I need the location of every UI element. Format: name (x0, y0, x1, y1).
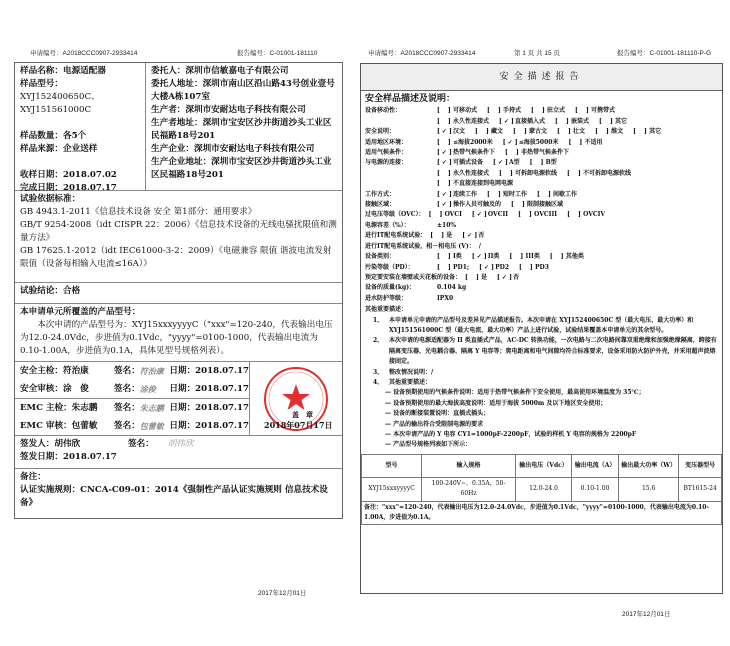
empty-box-icon: [ ] (567, 169, 581, 177)
checkbox-option (487, 106, 521, 116)
checkbox-option (530, 158, 557, 168)
signature-section (15, 362, 342, 436)
checkbox-option (633, 127, 661, 137)
empty-box-icon: [ ] (513, 128, 527, 136)
page-title: 安全描述报告 (361, 64, 722, 91)
checked-box-icon: [ ✓ ] (471, 211, 487, 219)
checkbox-option (567, 169, 631, 179)
checked-box-icon: [ ✓ ] (437, 128, 452, 136)
checked-box-icon: [ ✓ ] (437, 190, 452, 198)
checklist-row (361, 106, 722, 116)
option-label: 限制接触区域 (527, 201, 564, 209)
client: 委托人：深圳市信敏嘉电子有限公司 (151, 66, 289, 76)
option-label: 永久性连接式 (453, 169, 490, 177)
checklist-row (361, 169, 722, 179)
checklist-label: 进水防护等级： (365, 294, 408, 302)
dash-list (365, 388, 718, 450)
table-header: 型号 (362, 454, 422, 477)
client-address: 委托人地址：深圳市南山区沿山路43号创业壹号大楼A栋107室 (151, 79, 335, 102)
note-text: 本次申请的电源适配器为 II 类直插式产品，AC-DC 转换功能，一次电路与二次电路间靠双重绝缘和加强绝缘隔离，跨接有隔离变压器、光电耦合器、隔离 Y 电容等；爬电距离和电气间隙均符合标准要求，设备采用防火防护外壳，并采用超声波熔接固定。 (389, 337, 717, 366)
checklist-row (361, 127, 722, 137)
checkbox-option (599, 117, 627, 127)
dash-item: — 产品型号规格列表如下所示： (385, 441, 472, 449)
checklist-row (361, 148, 722, 158)
checkbox-option (437, 106, 477, 116)
issuer-signature: 胡伟欣 (167, 439, 194, 449)
table-header: 输入规格 (422, 454, 516, 477)
issue-date: 签发日期：2018.07.17 (20, 452, 117, 462)
empty-box-icon: [ ] (557, 128, 571, 136)
checklist-row (361, 231, 722, 241)
remarks-title: 备注： (20, 472, 46, 482)
checked-box-icon: [ ✓ ] (471, 253, 487, 261)
checkbox-option (555, 117, 589, 127)
checkbox-option (531, 106, 565, 116)
empty-box-icon: [ ] (430, 232, 445, 240)
notes-list (365, 316, 718, 389)
note-number: 4、 (373, 378, 384, 386)
checkbox-option (429, 210, 462, 220)
empty-box-icon: [ ] (568, 138, 583, 146)
empty-box-icon: [ ] (487, 190, 501, 198)
note-number: 2、 (373, 337, 384, 345)
checkbox-option (499, 117, 545, 127)
checkbox-option (557, 127, 585, 137)
checklist-label: 适用地区环境： (365, 138, 408, 146)
checkbox-option (499, 169, 557, 179)
option-label: 间歇工作 (553, 190, 578, 198)
footer-date: 2017年12月01日 (258, 590, 307, 597)
option-label: ≤海拔5000米 (518, 138, 559, 146)
checkbox-option (472, 210, 508, 220)
standards-section (15, 191, 342, 283)
checklist-row (361, 283, 722, 293)
factory-address: 生产企业地址：深圳市宝安区沙井街道沙头工业区民福路18号201 (151, 157, 332, 180)
dash-item: — 设备预期使用的最大海拔高度说明：适用于海拔 5000m 及以下地区安全使用； (385, 399, 607, 407)
empty-box-icon: [ ] (437, 138, 451, 146)
empty-box-icon: [ ] (575, 107, 589, 115)
option-label: I类 (453, 253, 462, 261)
manufacturer: 生产者：深圳市安耐达电子科技有限公司 (151, 105, 306, 115)
table-cell: 15.6 (619, 477, 679, 501)
option-label: 维文 (611, 128, 624, 136)
checklist-value: ±10% (437, 221, 457, 229)
page-number: 第 1 页 共 15 页 (514, 50, 560, 57)
checked-box-icon: [ ✓ ] (437, 159, 452, 167)
checkbox-option (487, 190, 527, 200)
checkbox-option (519, 263, 549, 273)
checklist-label: 接触区域： (365, 201, 396, 209)
option-label: OVCII (487, 211, 509, 219)
sample-info-section (15, 63, 342, 191)
option-label: ≤海拔2000米 (453, 138, 493, 146)
checked-box-icon: [ ✓ ] (437, 201, 452, 209)
option-label: OVCIV (583, 211, 606, 219)
checklist-label (365, 117, 437, 127)
empty-box-icon: [ ] (519, 263, 533, 271)
option-label: 非热带气候条件下 (521, 149, 570, 157)
option-label: 直接插入式 (515, 117, 546, 125)
empty-box-icon: [ ] (465, 273, 479, 281)
empty-box-icon: [ ] (549, 253, 564, 261)
handwritten-signature: 包蕾敏 (139, 420, 164, 431)
checked-box-icon: [ ✓ ] (462, 232, 478, 240)
covered-models-text: 本次申请的产品型号为：XYJ15xxxyyyyC（"xxx"=120-240，代表输出电压为12.0-24.0Vdc，步进值为0.1Vdc，"yyyy"=0100-1000，代表输出电流为0.10-1.00A，步进值为0.1A，具体见型号规格列表）。 (20, 320, 333, 356)
checkbox-option (437, 148, 495, 158)
checkbox-option (518, 210, 557, 220)
checklist-row (361, 200, 722, 210)
checklist-label: 进行IT配电系统试验： (365, 232, 427, 240)
sample-quantity: 样品数量：各5个 (20, 131, 87, 141)
checklist-label: 预定要安装在墙壁或天花板的设备： (365, 273, 462, 281)
checkbox-option (437, 117, 489, 127)
option-label: 嵌装式 (571, 117, 590, 125)
table-cell: BT1615-24 (679, 477, 722, 501)
option-label: 否 (513, 273, 520, 281)
stamp-date: 2018年07月17日 (264, 420, 333, 430)
table-cell: XYJ15xxxyyyyC (362, 477, 422, 501)
sample-source: 样品来源：企业送样 (20, 144, 98, 154)
sample-model: XYJ152400650C、 (20, 92, 100, 102)
checklist-label: 适用气候条件： (365, 149, 408, 157)
stamp-seal-word: 盖 章 (292, 410, 313, 419)
checklist-row (361, 242, 722, 252)
checklist-label: 安全说明： (365, 128, 396, 136)
option-label: OVCIII (534, 211, 558, 219)
checklist-label (365, 169, 437, 179)
checklist-label: 与电源的连接： (365, 159, 408, 167)
signature-row: EMC 审核：包蕾敏 签名： 包蕾敏 日期：2018.07.17 (20, 420, 249, 431)
checked-box-icon: [ ✓ ] (493, 159, 508, 167)
checklist-row (361, 117, 722, 127)
empty-box-icon: [ ] (537, 190, 551, 198)
empty-box-icon: [ ] (437, 253, 451, 261)
sample-model-label: 样品型号： (20, 79, 63, 89)
checkbox-option (568, 138, 602, 148)
model-spec-table (361, 454, 722, 526)
official-stamp (250, 362, 342, 435)
empty-box-icon: [ ] (437, 107, 451, 115)
sample-model: XYJ151561000C (20, 105, 92, 115)
empty-box-icon: [ ] (437, 263, 451, 271)
checklist-row (361, 294, 722, 304)
option-label: 不适用 (584, 138, 603, 146)
table-header: 输出最大功率（W） (619, 454, 679, 477)
covered-models-title: 本申请单元所覆盖的产品型号： (20, 307, 141, 317)
option-label: A型 (509, 159, 520, 167)
safety-description-page (360, 63, 723, 594)
manufacturer-address: 生产者地址：深圳市宝安区沙井街道沙头工业区民福路18号201 (151, 118, 332, 141)
handwritten-signature: 符治康 (139, 365, 164, 376)
checkbox-option (437, 252, 462, 262)
checkbox-option (462, 231, 484, 241)
option-label: 热带气候条件下 (453, 149, 496, 157)
table-header: 变压器型号 (679, 454, 722, 477)
checkbox-option (493, 158, 520, 168)
empty-box-icon: [ ] (437, 169, 451, 177)
checkbox-option (513, 127, 547, 137)
table-cell: 12.0-24.0 (516, 477, 572, 501)
checkbox-option (537, 190, 577, 200)
checkbox-option (437, 179, 513, 189)
empty-box-icon: [ ] (555, 117, 569, 125)
checkbox-option (575, 106, 615, 116)
covered-models-section (15, 304, 342, 362)
checkbox-option (550, 252, 584, 262)
note-item (365, 336, 718, 367)
application-number: 申请编号：A2018CCC0907-2933414 (30, 50, 138, 57)
checklist-label: 设备的质量(kg)： (365, 284, 416, 292)
checkbox-option (465, 273, 487, 283)
option-label: 其他类 (565, 253, 584, 261)
checkbox-option (475, 127, 503, 137)
checklist-value: 0.104 kg (437, 284, 467, 292)
factory: 生产企业：深圳市安耐达电子科技有限公司 (151, 144, 315, 154)
empty-box-icon: [ ] (499, 169, 513, 177)
empty-box-icon: [ ] (475, 128, 489, 136)
empty-box-icon: [ ] (531, 107, 545, 115)
dash-item: — 产品的输出符合受限制电源的要求 (385, 420, 484, 428)
option-label: 操作人员可触及的 (453, 201, 502, 209)
table-row (362, 477, 722, 501)
option-label: 手持式 (503, 107, 522, 115)
sample-name: 样品名称：电源适配器 (20, 66, 106, 76)
note-item (365, 316, 718, 337)
empty-box-icon: [ ] (505, 149, 519, 157)
section-title: 安全样品描述及说明： (365, 94, 456, 104)
checklist-row (361, 190, 722, 200)
checkbox-option (437, 200, 501, 210)
checklist (361, 106, 722, 304)
checklist-label: 工作方式： (365, 190, 396, 198)
checkbox-option (479, 263, 509, 273)
checkbox-option (505, 148, 569, 158)
option-label: OVCI (444, 211, 462, 219)
option-label: B型 (545, 159, 557, 167)
checkbox-option (437, 138, 493, 148)
option-label: 驻立式 (547, 107, 566, 115)
checklist-label: 设备类别： (365, 253, 396, 261)
standard-item: GB 4943.1-2011《信息技术设备 安全 第1部分：通用要求》 (20, 207, 257, 217)
option-label: 是 (446, 232, 453, 240)
empty-box-icon: [ ] (487, 107, 501, 115)
checklist-row (361, 221, 722, 231)
option-label: 可拆卸电源软线 (515, 169, 558, 177)
checkbox-option (511, 200, 563, 210)
option-label: 藏文 (491, 128, 504, 136)
empty-box-icon: [ ] (509, 253, 524, 261)
remarks-text: 认证实施规则：CNCA-C09-01：2014《强制性产品认证实施规则 信息技术设备》 (20, 485, 328, 508)
complete-date: 完成日期：2018.07.17 (20, 183, 117, 193)
checklist-row (361, 138, 722, 148)
empty-box-icon: [ ] (511, 201, 525, 209)
standards-title: 试验依据标准： (20, 194, 81, 204)
checkbox-option (567, 210, 605, 220)
issuer: 签发人：胡伟欣 (20, 439, 81, 449)
handwritten-signature: 朱志鹏 (139, 402, 164, 413)
checkbox-option (430, 231, 452, 241)
note-number: 1、 (373, 316, 384, 324)
option-label: II类 (487, 253, 500, 261)
issuer-section (15, 436, 342, 469)
option-label: 不可拆卸电源软线 (583, 169, 632, 177)
checklist-label: 电源容差（%）： (365, 221, 410, 229)
table-remark: 备注："xxx"=120-240，代表输出电压为12.0-24.0Vdc，步进值为0.1Vdc，"yyyy"=0100-1000，代表输出电流为0.10-1.00A，步进值为0.1A。 (362, 501, 722, 525)
option-label: PD2 (495, 263, 509, 271)
issuer-sign-label: 签名： (128, 439, 154, 449)
checklist-row (361, 210, 722, 220)
option-label: 汉文 (453, 128, 466, 136)
empty-box-icon: [ ] (595, 128, 609, 136)
checked-box-icon: [ ✓ ] (437, 149, 452, 157)
report-number: 报告编号：C-01001-181110 (237, 50, 318, 57)
empty-box-icon: [ ] (518, 211, 532, 219)
option-label: 可移动式 (453, 107, 478, 115)
standard-item: GB 17625.1-2012（idt IEC61000-3-2：2009）《电磁兼容 限值 谐波电流发射限值（设备每相输入电流≤16A）》 (20, 246, 332, 269)
note-item (365, 368, 718, 378)
report-number: 报告编号：C-01001-181110-P-G (617, 50, 712, 57)
checklist-label: 污染等级（PD）： (365, 263, 414, 271)
empty-box-icon: [ ] (529, 159, 544, 167)
option-label: 连续工作 (453, 190, 478, 198)
checkbox-option (497, 273, 519, 283)
checklist-row (361, 158, 722, 168)
table-header: 输出电流（A） (572, 454, 619, 477)
note-text: 整改情况说明：/ (389, 368, 434, 376)
option-label: 蒙古文 (529, 128, 548, 136)
empty-box-icon: [ ] (437, 117, 451, 125)
checkbox-option (437, 263, 469, 273)
signature-row: EMC 主检：朱志鹏 签名： 朱志鹏 日期：2018.07.17 (20, 402, 249, 413)
table-cell: 0.10-1.00 (572, 477, 619, 501)
option-label: 永久性连接式 (453, 117, 490, 125)
checkbox-option (503, 138, 559, 148)
checked-box-icon: [ ✓ ] (499, 117, 514, 125)
note-text: 其他重要描述： (389, 378, 432, 386)
standard-item: GB/T 9254-2008（idt CISPR 22：2006）《信息技术设备的无线电骚扰限值和测量方法》 (20, 220, 337, 243)
checklist-value: / (478, 242, 481, 250)
checklist-label (365, 179, 437, 189)
application-number: 申请编号：A2018CCC0907-2933414 (368, 50, 476, 57)
test-conclusion: 试验结论：合格 (15, 283, 342, 304)
checkbox-option (509, 252, 539, 262)
option-label: 是 (481, 273, 488, 281)
dash-item: — 设备的断接装置说明：直插式插头； (385, 410, 490, 418)
signature-row: 安全审核：涂 俊 签名： 涂俊 日期：2018.07.17 (20, 383, 249, 394)
checkbox-option (437, 127, 465, 137)
note-number: 3、 (373, 368, 384, 376)
option-label: 否 (478, 232, 485, 240)
option-label: PD1; (453, 263, 470, 271)
checklist-label: 过电压等级（OVC）： (365, 211, 425, 219)
checkbox-option (472, 252, 500, 262)
option-label: 短时工作 (503, 190, 528, 198)
signature-row: 安全主检：符治康 签名： 符治康 日期：2018.07.17 (20, 365, 249, 376)
checklist-row (361, 263, 722, 273)
footer-date: 2017年12月01日 (622, 611, 671, 618)
certificate-page (14, 62, 343, 519)
checkbox-option (437, 158, 483, 168)
empty-box-icon: [ ] (599, 117, 613, 125)
handwritten-signature: 涂俊 (139, 383, 156, 394)
checklist-value: IPX0 (437, 294, 454, 302)
option-label: 可插式设备 (453, 159, 484, 167)
note-item (365, 378, 718, 388)
option-label: III类 (525, 253, 540, 261)
table-header: 输出电压（Vdc） (516, 454, 572, 477)
checked-box-icon: [ ✓ ] (502, 138, 518, 146)
option-label: 不直接连接到电网电源 (453, 180, 514, 188)
checkbox-option (595, 127, 623, 137)
option-label: 其它 (615, 117, 628, 125)
option-label: 其它 (649, 128, 662, 136)
table-cell: 100-240V~，0.35A，50-60Hz (422, 477, 516, 501)
empty-box-icon: [ ] (437, 180, 451, 188)
checklist-row (361, 252, 722, 262)
checked-box-icon: [ ✓ ] (479, 263, 494, 271)
dash-item: — 本次申请产品的 Y 电容 CY1=1000pF-2200pF，试验的样机 Y 电容的规格为 2200pF (385, 431, 637, 438)
note-text: 本申请单元申请的产品型号及差异见产品描述报告。本次申请在 XYJ152400650C 型（最大电压、最大功率）和 XYJ151561000C 型（最大电流、最大功率）产品上进行试验，试验结果覆盖本申请单元的其余型号。 (389, 316, 694, 334)
remarks-section (15, 469, 342, 512)
empty-box-icon: [ ] (567, 211, 581, 219)
checklist-row (361, 179, 722, 189)
dash-item: — 设备预期使用的气候条件说明：适用于热带气候条件下安全使用，最高使用环境温度为 35℃； (385, 389, 645, 397)
option-label: 可携带式 (591, 107, 616, 115)
checklist-row (361, 273, 722, 283)
empty-box-icon: [ ] (428, 211, 443, 219)
receive-date: 收样日期：2018.07.02 (20, 170, 117, 180)
option-label: PD3 (535, 263, 549, 271)
checkbox-option (437, 190, 477, 200)
checklist-label: 设备移动性： (365, 107, 402, 115)
option-label: 壮文 (573, 128, 586, 136)
other-description-title: 其他重要描述： (365, 306, 408, 314)
empty-box-icon: [ ] (633, 128, 647, 136)
checkbox-option (437, 169, 489, 179)
checked-box-icon: [ ✓ ] (497, 273, 512, 281)
checklist-label: 进行IT配电系统试验，相－相电压 (V)： (365, 242, 475, 250)
